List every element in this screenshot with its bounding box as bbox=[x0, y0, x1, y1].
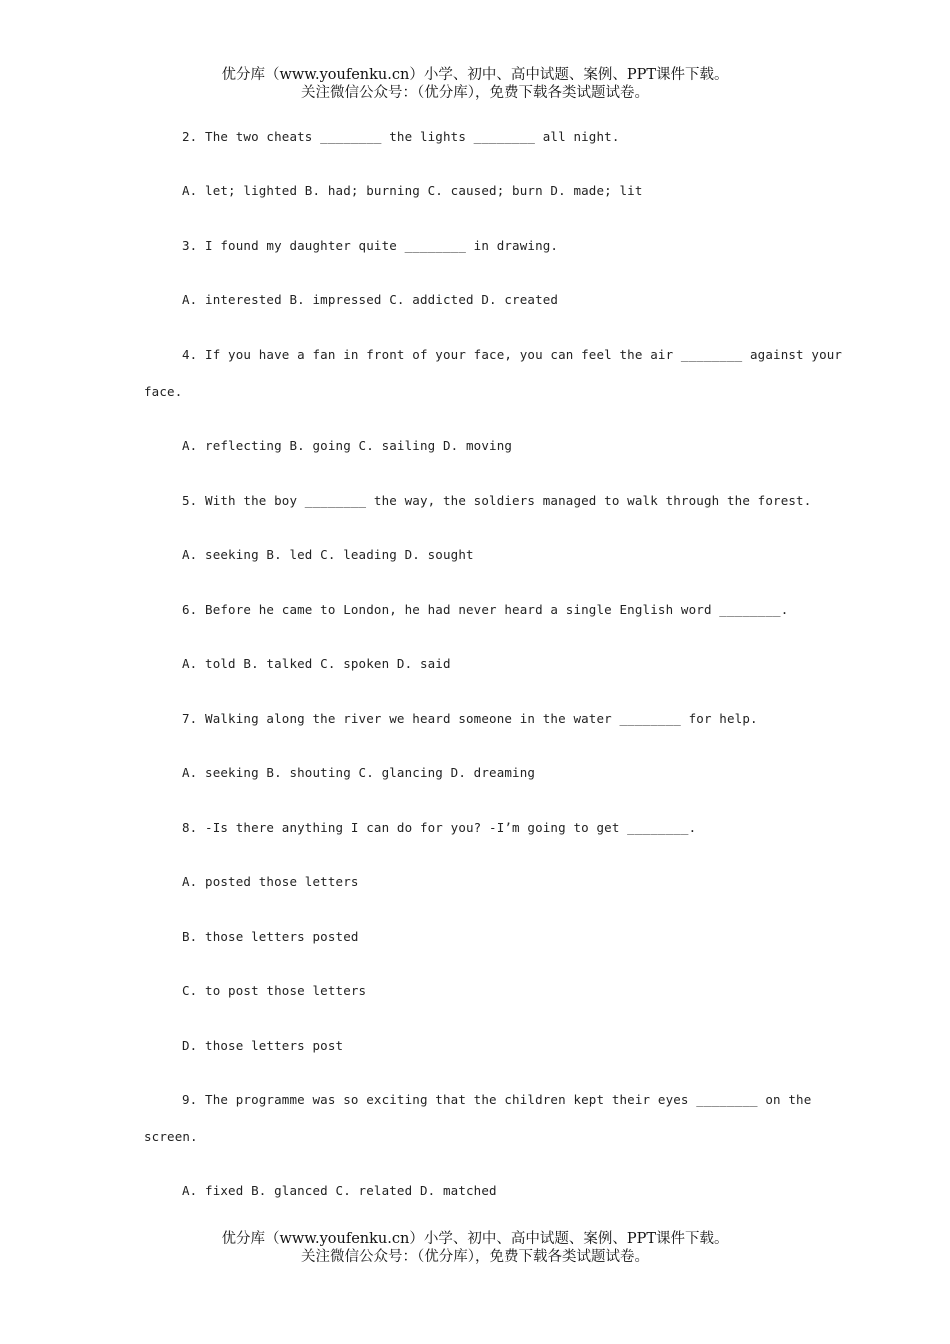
question-8-option-c: C. to post those letters bbox=[182, 983, 367, 998]
page-header bbox=[0, 66, 950, 102]
header-line-1: 优分库（www.youfenku.cn）小学、初中、高中试题、案例、PPT课件下载。 bbox=[221, 67, 729, 83]
question-8-stem: 8. -Is there anything I can do for you? -I’m going to get ________. bbox=[182, 820, 697, 835]
question-3-options: A. interested B. impressed C. addicted D. created bbox=[182, 292, 559, 307]
question-2-stem: 2. The two cheats ________ the lights ________ all night. bbox=[182, 129, 620, 144]
question-7-stem: 7. Walking along the river we heard someone in the water ________ for help. bbox=[182, 711, 758, 726]
question-4-stem-continued: face. bbox=[144, 384, 183, 399]
question-9-stem: 9. The programme was so exciting that the children kept their eyes ________ on the bbox=[182, 1092, 812, 1107]
header-line-2: 关注微信公众号：（优分库），免费下载各类试题试卷。 bbox=[301, 85, 649, 101]
footer-line-2: 关注微信公众号：（优分库），免费下载各类试题试卷。 bbox=[301, 1249, 649, 1265]
question-5-stem: 5. With the boy ________ the way, the soldiers managed to walk through the forest. bbox=[182, 493, 812, 508]
footer-line-1: 优分库（www.youfenku.cn）小学、初中、高中试题、案例、PPT课件下载。 bbox=[221, 1231, 729, 1247]
question-8-option-b: B. those letters posted bbox=[182, 929, 359, 944]
question-3-stem: 3. I found my daughter quite ________ in drawing. bbox=[182, 238, 559, 253]
question-9-options: A. fixed B. glanced C. related D. matched bbox=[182, 1183, 497, 1198]
question-4-options: A. reflecting B. going C. sailing D. moving bbox=[182, 438, 513, 453]
question-2-options: A. let; lighted B. had; burning C. caused; burn D. made; lit bbox=[182, 183, 643, 198]
question-6-options: A. told B. talked C. spoken D. said bbox=[182, 656, 451, 671]
question-8-option-a: A. posted those letters bbox=[182, 874, 359, 889]
question-8-option-d: D. those letters post bbox=[182, 1038, 344, 1053]
page-footer bbox=[0, 1230, 950, 1266]
question-6-stem: 6. Before he came to London, he had never heard a single English word ________. bbox=[182, 602, 789, 617]
question-4-stem: 4. If you have a fan in front of your face, you can feel the air ________ against your bbox=[182, 347, 843, 362]
question-7-options: A. seeking B. shouting C. glancing D. dreaming bbox=[182, 765, 536, 780]
question-5-options: A. seeking B. led C. leading D. sought bbox=[182, 547, 474, 562]
question-9-stem-continued: screen. bbox=[144, 1129, 198, 1144]
